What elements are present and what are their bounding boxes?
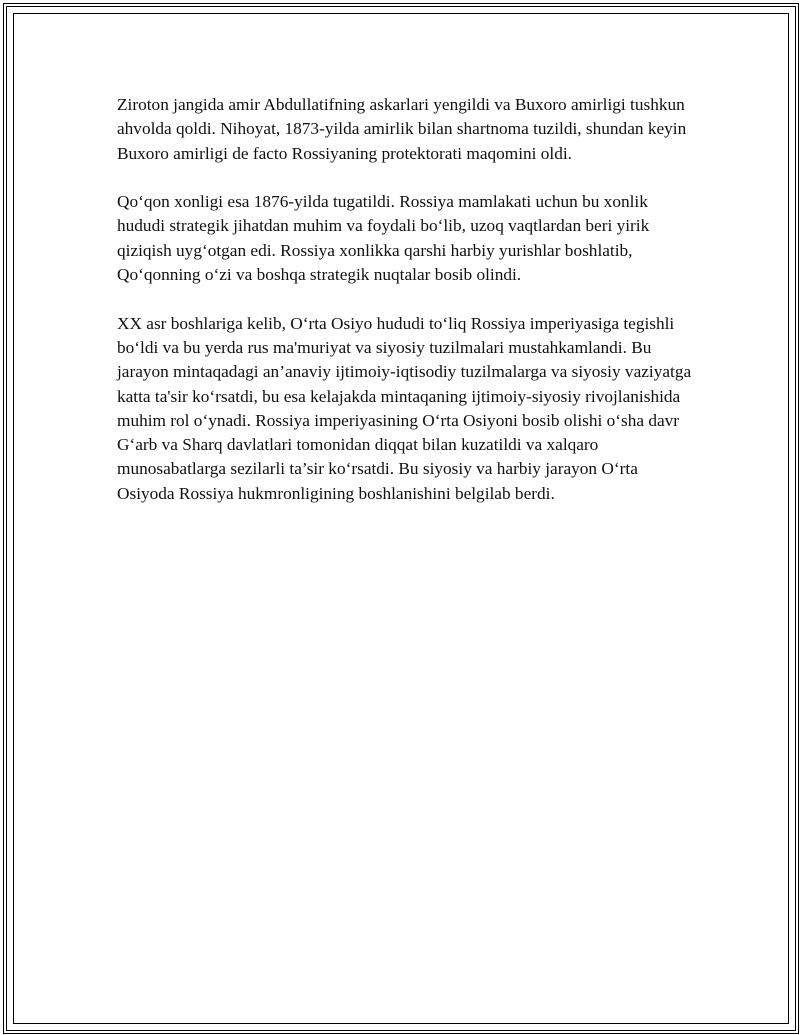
paragraph-1: Ziroton jangida amir Abdullatifning askarlari yengildi va Buxoro amirligi tushkun ahvolda qoldi. Nihoyat, 1873-yilda amirlik bilan shartnoma tuzildi, shundan keyin Buxoro amirligi de facto Rossiyaning protektorati maqomini oldi. bbox=[117, 95, 687, 163]
document-body bbox=[117, 93, 697, 530]
paragraph-2: Qo‘qon xonligi esa 1876-yilda tugatildi. Rossiya mamlakati uchun bu xonlik hududi strategik jihatdan muhim va foydali bo‘lib, uzoq vaqtlardan beri yirik qiziqish uyg‘otgan edi. Rossiya xonlikka qarshi harbiy yurishlar boshlatib, Qo‘qonning o‘zi va boshqa strategik nuqtalar bosib olindi. bbox=[117, 192, 650, 285]
paragraph-3: XX asr boshlariga kelib, O‘rta Osiyo hududi to‘liq Rossiya imperiyasiga tegishli bo‘ldi va bu yerda rus ma'muriyat va siyosiy tuzilmalari mustahkamlandi. Bu jarayon mintaqadagi an’anaviy ijtimoiy-iqtisodiy tuzilmalarga va siyosiy vaziyatga katta ta'sir ko‘rsatdi, bu esa kelajakda mintaqaning ijtimoiy-siyosiy rivojlanishida muhim rol o‘ynadi. Rossiya imperiyasining O‘rta Osiyoni bosib olishi o‘sha davr G‘arb va Sharq davlatlari tomonidan diqqat bilan kuzatildi va xalqaro munosabatlarga sezilarli ta’sir ko‘rsatdi. Bu siyosiy va harbiy jarayon O‘rta Osiyoda Rossiya hukmronligining boshlanishini belgilab berdi. bbox=[117, 313, 692, 503]
